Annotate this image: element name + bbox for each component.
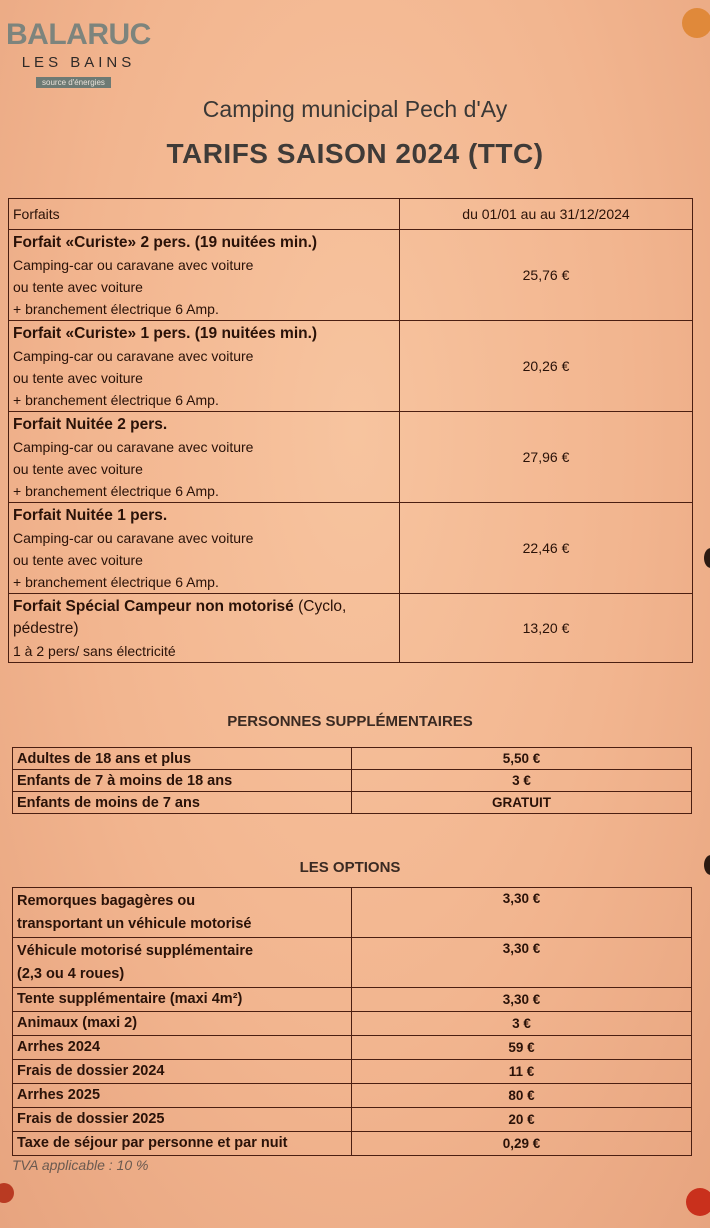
option-price: 3,30 € (352, 938, 692, 988)
wall-bracket (704, 855, 710, 875)
forfait-cell (9, 594, 400, 663)
mounting-screw-top-right (682, 8, 710, 38)
logo-name: BALARUC (6, 18, 151, 51)
option-label: Frais de dossier 2024 (13, 1060, 352, 1084)
forfait-cell (9, 230, 400, 321)
table-row (13, 988, 692, 1012)
forfait-name: Forfait «Curiste» 2 pers. (19 nuitées min.) (13, 234, 318, 251)
forfait-price: 13,20 € (400, 594, 693, 663)
forfait-cell (9, 503, 400, 594)
forfait-name-extra: (Cyclo, pédestre) (13, 598, 347, 637)
option-label: Animaux (maxi 2) (13, 1012, 352, 1036)
forfait-line: Camping-car ou caravane avec voiture (13, 348, 254, 364)
option-price: 20 € (352, 1108, 692, 1132)
forfaits-table (8, 198, 693, 663)
forfait-line: ou tente avec voiture (13, 552, 143, 568)
balaruc-logo (6, 18, 166, 90)
option-label: Arrhes 2024 (13, 1036, 352, 1060)
table-row (13, 792, 692, 814)
table-row (9, 412, 693, 503)
table-row (13, 888, 692, 938)
forfait-name: Forfait Spécial Campeur non motorisé (Cyclo, pédestre) (13, 598, 347, 637)
option-price: 0,29 € (352, 1132, 692, 1156)
forfait-price: 27,96 € (400, 412, 693, 503)
forfait-cell (9, 412, 400, 503)
forfait-line: Camping-car ou caravane avec voiture (13, 257, 254, 273)
forfait-cell (9, 321, 400, 412)
forfait-name: Forfait «Curiste» 1 pers. (19 nuitées min.) (13, 325, 318, 342)
forfait-line: ou tente avec voiture (13, 461, 143, 477)
option-price: 3 € (352, 1012, 692, 1036)
forfait-name: Forfait Nuitée 1 pers. (13, 507, 168, 524)
personnes-table (12, 747, 692, 814)
section-heading-options: LES OPTIONS (299, 859, 401, 876)
option-price: 59 € (352, 1036, 692, 1060)
person-price: 5,50 € (352, 748, 692, 770)
option-label: Remorques bagagères ou transportant un véhicule motorisé (13, 888, 352, 938)
logo-subtitle: LES BAINS (21, 54, 136, 71)
wall-bracket (704, 548, 710, 568)
person-price: 3 € (352, 770, 692, 792)
table-row (13, 748, 692, 770)
option-label: Frais de dossier 2025 (13, 1108, 352, 1132)
table-row (9, 594, 693, 663)
person-price: GRATUIT (352, 792, 692, 814)
person-label: Enfants de moins de 7 ans (13, 792, 352, 814)
forfait-line: Camping-car ou caravane avec voiture (13, 439, 254, 455)
mounting-screw-bottom-left (0, 1183, 14, 1203)
forfait-name: Forfait Nuitée 2 pers. (13, 416, 168, 433)
option-label: Taxe de séjour par personne et par nuit (13, 1132, 352, 1156)
forfait-line: + branchement électrique 6 Amp. (13, 392, 219, 408)
table-row (9, 503, 693, 594)
column-header-period: du 01/01 au au 31/12/2024 (400, 199, 693, 230)
table-row (9, 230, 693, 321)
forfait-line: + branchement électrique 6 Amp. (13, 483, 219, 499)
page-title: TARIFS SAISON 2024 (TTC) (166, 138, 544, 169)
table-row (13, 1108, 692, 1132)
forfait-line: ou tente avec voiture (13, 370, 143, 386)
tva-note: TVA applicable : 10 % (12, 1157, 149, 1173)
table-row (13, 1132, 692, 1156)
table-row (13, 1012, 692, 1036)
option-price: 80 € (352, 1084, 692, 1108)
column-header-forfaits: Forfaits (9, 199, 400, 230)
table-row (13, 1036, 692, 1060)
option-price: 3,30 € (352, 888, 692, 938)
table-header-row (9, 199, 693, 230)
table-row (13, 938, 692, 988)
option-label: Véhicule motorisé supplémentaire (2,3 ou 4 roues) (13, 938, 352, 988)
forfait-line: 1 à 2 pers/ sans électricité (13, 643, 176, 659)
option-price: 11 € (352, 1060, 692, 1084)
forfait-line: + branchement électrique 6 Amp. (13, 574, 219, 590)
table-row (13, 1084, 692, 1108)
forfait-line: + branchement électrique 6 Amp. (13, 301, 219, 317)
option-price: 3,30 € (352, 988, 692, 1012)
table-row (13, 1060, 692, 1084)
person-label: Adultes de 18 ans et plus (13, 748, 352, 770)
section-heading-personnes: PERSONNES SUPPLÉMENTAIRES (227, 713, 473, 730)
mounting-screw-bottom-right (686, 1188, 710, 1216)
table-row (9, 321, 693, 412)
campsite-name: Camping municipal Pech d'Ay (202, 96, 508, 122)
person-label: Enfants de 7 à moins de 18 ans (13, 770, 352, 792)
forfait-price: 25,76 € (400, 230, 693, 321)
forfait-price: 22,46 € (400, 503, 693, 594)
forfait-line: ou tente avec voiture (13, 279, 143, 295)
forfait-price: 20,26 € (400, 321, 693, 412)
option-label: Tente supplémentaire (maxi 4m²) (13, 988, 352, 1012)
logo-tagline: source d'énergies (36, 77, 111, 88)
table-row (13, 770, 692, 792)
option-label: Arrhes 2025 (13, 1084, 352, 1108)
forfait-line: Camping-car ou caravane avec voiture (13, 530, 254, 546)
options-table (12, 887, 692, 1156)
